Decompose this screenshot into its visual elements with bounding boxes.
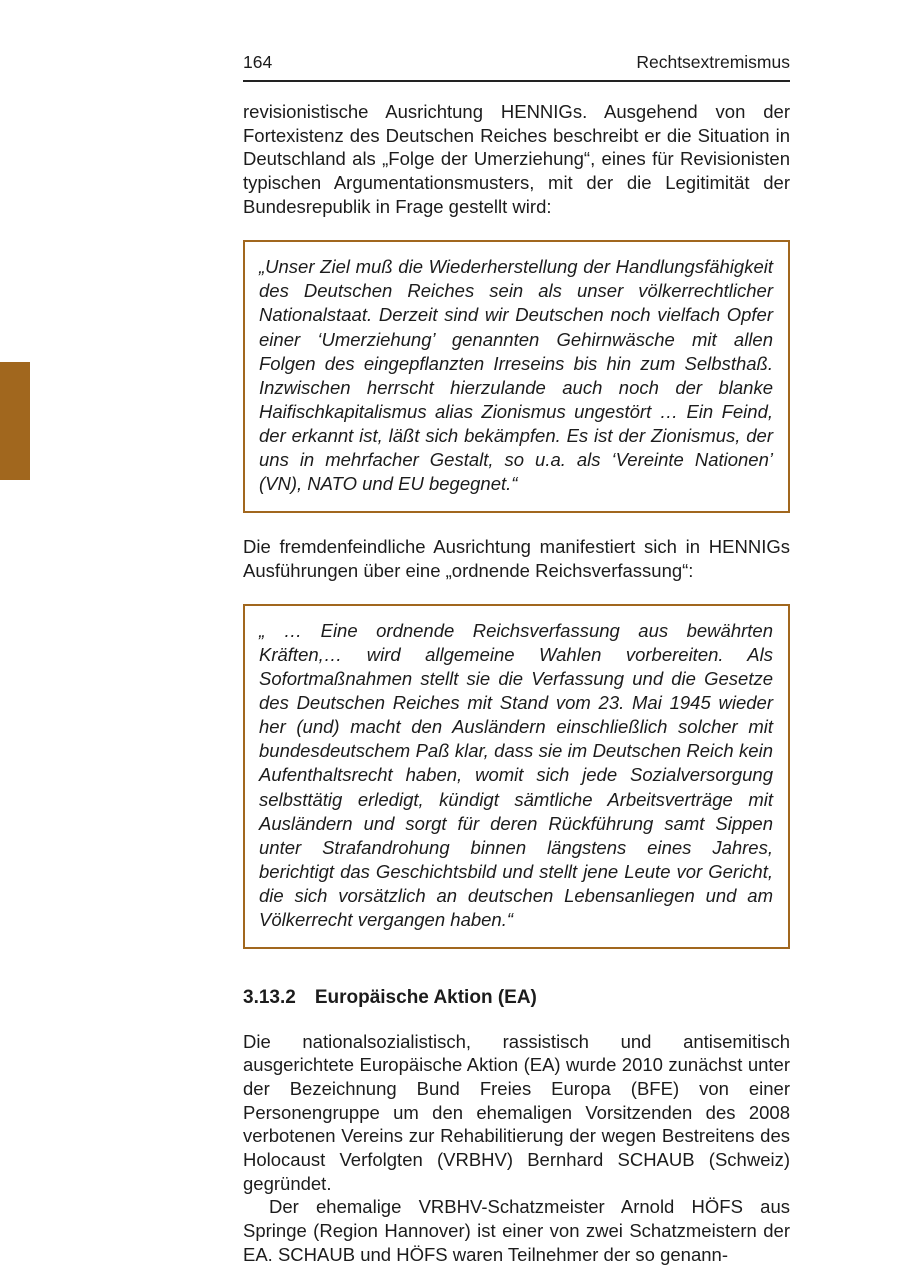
chapter-edge-tab xyxy=(0,362,30,480)
page-number: 164 xyxy=(243,52,273,72)
running-title: Rechtsextremismus xyxy=(636,52,790,72)
quote-text-1: „Unser Ziel muß die Wiederherstellung der Handlungsfähigkeit des Deutschen Reiches sein als unser völkerrechtlicher Nationalstaat. Derzeit sind wir Deutschen noch vielfach Opfer einer ‘Umerziehung’ genannten Gehirnwäsche mit allen Folgen des eingepflanzten Irreseins bis hin zum Selbsthaß. Inzwischen herrscht hierzulande auch noch der blanke Haifischkapitalismus alias Zionismus ungestört … Ein Feind, der erkannt ist, läßt sich bekämpfen. Es ist der Zionismus, der uns in mehrfacher Gestalt, so u.a. als ‘Vereinte Nationen’ (VN), NATO und EU begegnet.“ xyxy=(259,256,773,494)
running-header xyxy=(243,0,790,82)
quote-text-2: „ … Eine ordnende Reichsverfassung aus bewährten Kräften,… wird allgemeine Wahlen vorbereiten. Als Sofortmaßnahmen stellt sie die Verfassung und die Gesetze des Deutschen Reiches mit Stand vom 23. Mai 1945 wieder her (und) macht den Ausländern einschließlich solcher mit bundesdeutschem Paß klar, dass sie im Deutschen Reich kein Aufenthaltsrecht haben, womit sich jede Sozialversorgung selbsttätig erledigt, kündigt sämtliche Arbeitsverträge mit Ausländern und sorgt für deren Rückführung samt Sippen unter Strafandrohung binnen längstens eines Jahres, berichtigt das Geschichtsbild und stellt jene Leute vor Gericht, die sich vorsätzlich an deutschen Lebensanliegen und am Völkerrecht vergangen haben.“ xyxy=(259,620,773,930)
section-number: 3.13.2 xyxy=(243,986,296,1008)
section-heading xyxy=(243,987,790,1010)
quote-box-2 xyxy=(243,604,790,949)
paragraph-ea-detail: Der ehemalige VRBHV-Schatzmeister Arnold HÖFS aus Springe (Region Hannover) ist einer von zwei Schatzmeistern der EA. SCHAUB und HÖFS waren Teilnehmer der so genann- xyxy=(243,1196,790,1265)
paragraph-intro: revisionistische Ausrichtung HENNIGs. Ausgehend von der Fortexistenz des Deutschen Reiches beschreibt er die Situation in Deutschland als „Folge der Umerziehung“, eines für Revisionisten typischen Argumentationsmusters, mit der die Legitimität der Bundesrepublik in Frage gestellt wird: xyxy=(243,101,790,217)
quote-box-1 xyxy=(243,240,790,512)
page-content xyxy=(243,0,790,1276)
paragraph-transition: Die fremdenfeindliche Ausrichtung manifestiert sich in HENNIGs Ausführungen über eine „ordnende Reichsverfassung“: xyxy=(243,535,790,581)
section-title: Europäische Aktion (EA) xyxy=(314,986,537,1008)
paragraph-ea-intro: Die nationalsozialistisch, rassistisch und antisemitisch ausgerichtete Europäische Aktion (EA) wurde 2010 zunächst unter der Bezeichnung Bund Freies Europa (BFE) von einer Personengruppe um den ehemaligen Vorsitzenden des 2008 verbotenen Vereins zur Rehabilitierung der wegen Bestreitens des Holocaust Verfolgten (VRBHV) Bernhard SCHAUB (Schweiz) gegründet. xyxy=(243,1030,790,1194)
